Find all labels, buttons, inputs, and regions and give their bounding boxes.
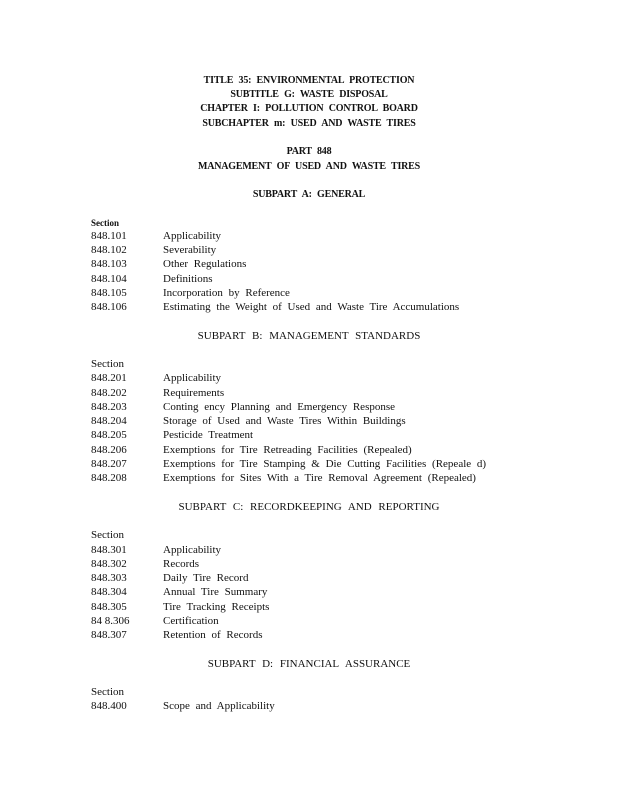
section-title: Applicability: [163, 544, 222, 556]
section-number: 848.305: [91, 601, 127, 613]
section-label: Section: [91, 686, 124, 698]
section-title: Applicability: [163, 230, 222, 242]
section-label: Section: [91, 358, 124, 370]
section-number: 848.205: [91, 429, 127, 441]
section-number: 84 8.306: [91, 615, 130, 627]
section-number: 848.101: [91, 230, 127, 242]
section-number: 848.207: [91, 458, 127, 470]
section-number: 848.105: [91, 287, 127, 299]
section-number: 848.203: [91, 401, 127, 413]
title-line: TITLE 35: ENVIRONMENTAL PROTECTION: [203, 75, 415, 86]
section-number: 848.301: [91, 544, 127, 556]
section-number: 848.304: [91, 586, 127, 598]
section-title: Exemptions for Tire Stamping & Die Cutting Facilities (Repeale d): [163, 458, 487, 470]
section-number: 848.201: [91, 372, 127, 384]
section-label: Section: [91, 529, 124, 541]
section-number: 848.103: [91, 258, 127, 270]
subtitle-line: SUBTITLE G: WASTE DISPOSAL: [230, 89, 388, 100]
chapter-line: CHAPTER I: POLLUTION CONTROL BOARD: [200, 103, 418, 114]
subpart-d-heading: SUBPART D: FINANCIAL ASSURANCE: [207, 658, 411, 670]
section-number: 848.202: [91, 387, 127, 399]
part-number: PART 848: [286, 146, 332, 157]
section-title: Applicability: [163, 372, 222, 384]
section-number: 848.102: [91, 244, 127, 256]
section-title: Certification: [163, 615, 219, 627]
section-title: Tire Tracking Receipts: [163, 601, 270, 613]
section-title: Scope and Applicability: [163, 700, 275, 712]
section-title: Storage of Used and Waste Tires Within Buildings: [163, 415, 406, 427]
section-title: Exemptions for Sites With a Tire Removal Agreement (Repealed): [163, 472, 476, 484]
section-title: Annual Tire Summary: [163, 586, 268, 598]
subchapter-line: SUBCHAPTER m: USED AND WASTE TIRES: [202, 118, 416, 129]
section-number: 848.204: [91, 415, 127, 427]
section-title: Daily Tire Record: [163, 572, 249, 584]
part-title: MANAGEMENT OF USED AND WASTE TIRES: [197, 161, 421, 172]
section-title: Exemptions for Tire Retreading Facilities (Repealed): [163, 444, 412, 456]
subpart-c-heading: SUBPART C: RECORDKEEPING AND REPORTING: [178, 501, 440, 513]
section-number: 848.303: [91, 572, 127, 584]
section-label: Section: [91, 218, 119, 228]
subpart-a-heading: SUBPART A: GENERAL: [252, 189, 366, 200]
section-number: 848.206: [91, 444, 127, 456]
section-number: 848.302: [91, 558, 127, 570]
section-title: Records: [163, 558, 200, 570]
section-number: 848.106: [91, 301, 127, 313]
section-title: Severability: [163, 244, 217, 256]
section-number: 848.208: [91, 472, 127, 484]
section-title: Incorporation by Reference: [163, 287, 290, 299]
section-title: Conting ency Planning and Emergency Response: [163, 401, 396, 413]
section-title: Definitions: [163, 273, 213, 285]
section-number: 848.104: [91, 273, 127, 285]
section-number: 848.400: [91, 700, 127, 712]
subpart-b-heading: SUBPART B: MANAGEMENT STANDARDS: [197, 330, 421, 342]
section-title: Other Regulations: [163, 258, 247, 270]
section-title: Requirements: [163, 387, 225, 399]
section-title: Pesticide Treatment: [163, 429, 254, 441]
section-title: Estimating the Weight of Used and Waste Tire Accumulations: [163, 301, 460, 313]
section-number: 848.307: [91, 629, 127, 641]
section-title: Retention of Records: [163, 629, 263, 641]
